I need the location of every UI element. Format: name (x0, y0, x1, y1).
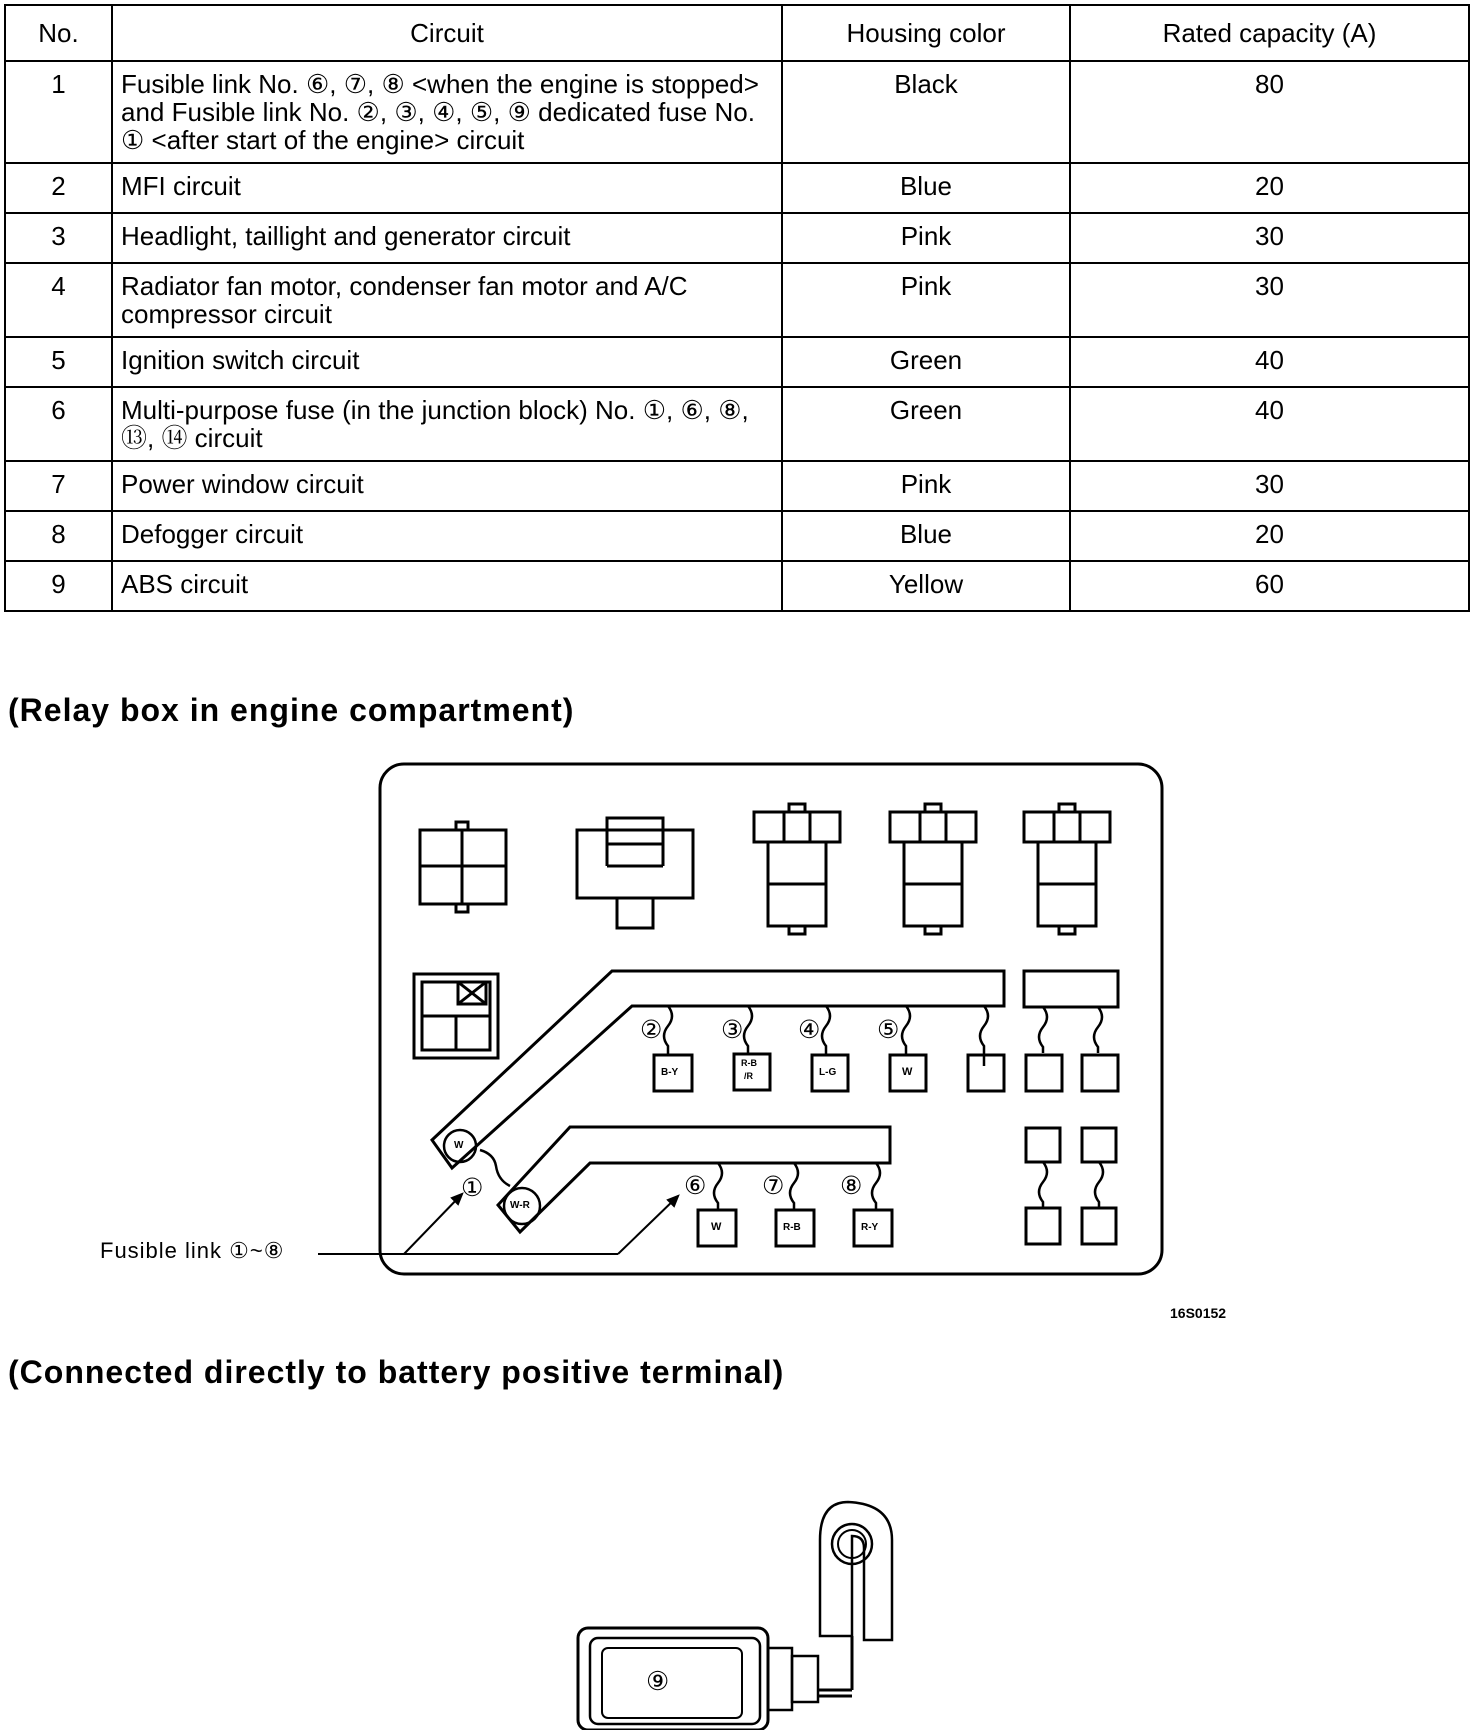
row-no: 1 (5, 61, 112, 163)
header-housing-color: Housing color (782, 5, 1070, 61)
row-no: 6 (5, 387, 112, 461)
row-circuit: ABS circuit (112, 561, 782, 611)
spare-terminal-1 (968, 1055, 1004, 1091)
row-color: Pink (782, 263, 1070, 337)
wire-code-w6: W (711, 1221, 722, 1233)
battery-heading: (Connected directly to battery positive terminal) (8, 1354, 785, 1390)
fuse-terminal-2 (654, 1055, 692, 1091)
relay-3 (754, 804, 840, 934)
relay-5 (1024, 804, 1110, 934)
link-number-8: ⑧ (840, 1172, 863, 1200)
spare-terminal-3 (1082, 1055, 1118, 1091)
row-capacity: 40 (1070, 337, 1469, 387)
row-capacity: 30 (1070, 213, 1469, 263)
battery-fuse (578, 1502, 892, 1730)
wire-code-rb-2: /R (744, 1071, 753, 1081)
row-color: Blue (782, 163, 1070, 213)
spare-terminal-5 (1082, 1128, 1116, 1162)
spare-terminal-2 (1026, 1055, 1062, 1091)
fusible-link-label: Fusible link ①~⑧ (100, 1238, 285, 1263)
spare-terminal-6 (1026, 1208, 1060, 1244)
wire-code-wr: W-R (510, 1200, 530, 1211)
row-circuit: Ignition switch circuit (112, 337, 782, 387)
wire-code-w5: W (902, 1066, 913, 1078)
link-number-3: ③ (721, 1016, 744, 1044)
fuse-terminal-5 (890, 1055, 926, 1091)
figure-code: 16S0152 (1170, 1305, 1227, 1321)
row-capacity: 20 (1070, 511, 1469, 561)
connector-block (414, 974, 498, 1058)
spare-terminal-7 (1082, 1208, 1116, 1244)
fuse-terminal-6 (698, 1210, 736, 1246)
wire-code-ry: R-Y (861, 1222, 879, 1233)
row-circuit: Multi-purpose fuse (in the junction block) No. ①, ⑥, ⑧, ⑬, ⑭ circuit (112, 387, 782, 461)
row-no: 4 (5, 263, 112, 337)
link-number-2: ② (640, 1016, 663, 1044)
row-capacity: 60 (1070, 561, 1469, 611)
row-color: Green (782, 387, 1070, 461)
row-color: Blue (782, 511, 1070, 561)
relay-2 (577, 818, 693, 928)
row-color: Pink (782, 213, 1070, 263)
fuse-terminal-3 (734, 1054, 770, 1090)
link-number-6: ⑥ (684, 1172, 707, 1200)
row-capacity: 30 (1070, 461, 1469, 511)
link-terminal-wr (504, 1188, 540, 1224)
row-capacity: 80 (1070, 61, 1469, 163)
row-capacity: 40 (1070, 387, 1469, 461)
right-link-cap (1024, 971, 1118, 1007)
link-terminal-w (444, 1130, 476, 1162)
link-number-7: ⑦ (762, 1172, 785, 1200)
row-no: 8 (5, 511, 112, 561)
row-no: 9 (5, 561, 112, 611)
row-capacity: 30 (1070, 263, 1469, 337)
row-no: 5 (5, 337, 112, 387)
row-no: 3 (5, 213, 112, 263)
wire-code-lg: L-G (819, 1067, 837, 1078)
wire-code-rb-1: R-B (741, 1058, 757, 1068)
header-circuit: Circuit (112, 5, 782, 61)
fusible-link-bar-lower (498, 1127, 890, 1232)
spare-terminal-4 (1026, 1128, 1060, 1162)
row-circuit: Power window circuit (112, 461, 782, 511)
row-circuit: MFI circuit (112, 163, 782, 213)
row-color: Green (782, 337, 1070, 387)
battery-fuse-number: ⑨ (646, 1666, 670, 1696)
upper-wires (664, 1006, 1102, 1066)
row-capacity: 20 (1070, 163, 1469, 213)
row-color: Pink (782, 461, 1070, 511)
fuse-terminal-7 (776, 1210, 814, 1246)
wire-code-w1: W (454, 1140, 464, 1151)
row-no: 7 (5, 461, 112, 511)
wire-code-by: B-Y (661, 1067, 679, 1078)
row-circuit: Defogger circuit (112, 511, 782, 561)
link-number-1: ① (461, 1174, 484, 1202)
wire-code-rb7: R-B (783, 1222, 801, 1233)
row-no: 2 (5, 163, 112, 213)
row-circuit: Radiator fan motor, condenser fan motor and A/C compressor circuit (112, 263, 782, 337)
row-color: Black (782, 61, 1070, 163)
fusible-link-bar-upper (432, 971, 1004, 1168)
relay-4 (890, 804, 976, 934)
relay-box-heading: (Relay box in engine compartment) (8, 692, 575, 728)
header-no: No. (5, 5, 112, 61)
header-rated-capacity: Rated capacity (A) (1070, 5, 1469, 61)
row-color: Yellow (782, 561, 1070, 611)
relay-1 (420, 822, 506, 912)
fuse-terminal-8 (854, 1210, 892, 1246)
link-number-4: ④ (798, 1016, 821, 1044)
link-number-5: ⑤ (877, 1016, 900, 1044)
row-circuit: Fusible link No. ⑥, ⑦, ⑧ <when the engine is stopped> and Fusible link No. ②, ③, ④, ⑤, ⑨ dedicated fuse No. ① <after start of the engine> circuit (112, 61, 782, 163)
fuse-terminal-4 (812, 1055, 848, 1091)
row-circuit: Headlight, taillight and generator circuit (112, 213, 782, 263)
